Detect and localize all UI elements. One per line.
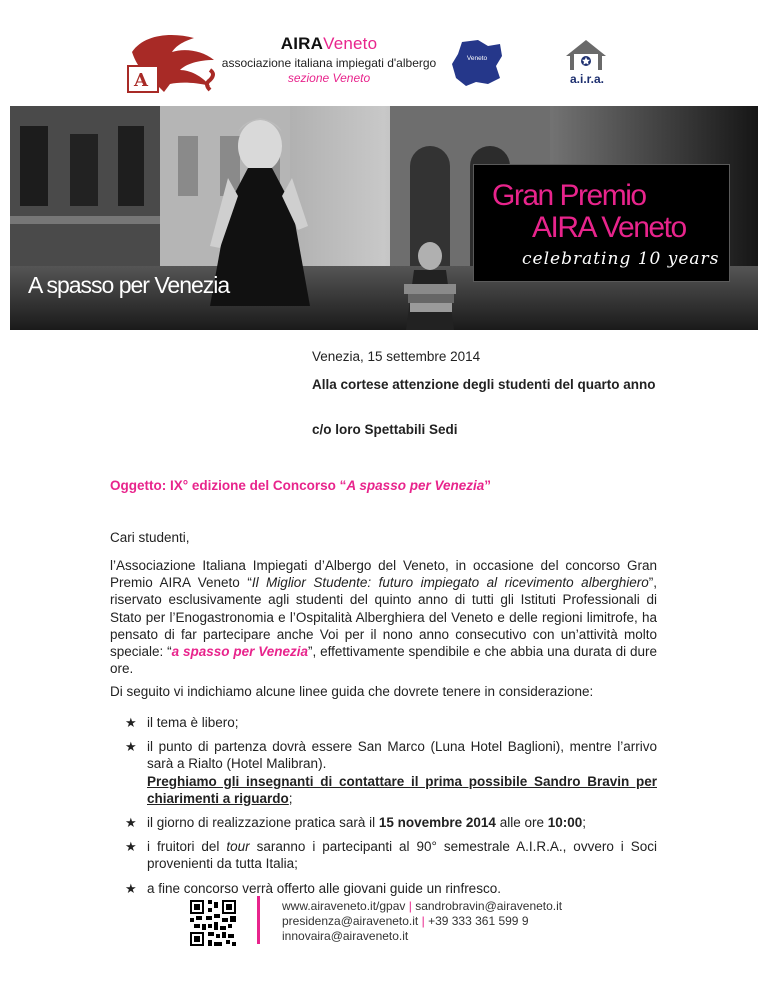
letter-date: Venezia, 15 settembre 2014 xyxy=(312,349,481,364)
guidelines-list xyxy=(125,714,657,904)
star-bullet-icon: ★ xyxy=(125,880,137,896)
subject-line: Oggetto: IX° edizione del Concorso “A spasso per Venezia” xyxy=(110,478,491,493)
email-innovaira[interactable]: innovaira@airaveneto.it xyxy=(282,929,409,943)
svg-text:A: A xyxy=(134,70,148,91)
celebrating-subtitle: celebrating 10 years xyxy=(522,249,720,269)
footer-contacts: www.airaveneto.it/gpav | sandrobravin@airaveneto.it presidenza@airaveneto.it | +39 333 361 599 9 innovaira@airaveneto.it xyxy=(282,899,563,943)
list-item: ★ il punto di partenza dovrà essere San Marco (Luna Hotel Baglioni), mentre l’arrivo sarà a Rialto (Hotel Malibran). Preghiamo gli insegnanti di contattare il prima possibile Sandro Bravin per chiarimenti a riguardo; xyxy=(125,739,657,806)
winged-lion-logo xyxy=(124,30,220,96)
list-item: ★ il tema è libero; xyxy=(125,715,239,730)
star-bullet-icon: ★ xyxy=(125,815,137,831)
qr-code-icon xyxy=(190,900,236,946)
attention-line: Alla cortese attenzione degli studenti del quarto anno xyxy=(312,377,656,392)
sedi-line: c/o loro Spettabili Sedi xyxy=(312,422,458,437)
sezione-line: sezione Veneto xyxy=(287,71,371,85)
spasso-banner-title: A spasso per Venezia xyxy=(28,272,230,298)
aira-veneto-wordmark xyxy=(218,34,440,85)
list-item: ★ i fruitori del tour saranno i partecipanti al 90° semestrale A.I.R.A., ovvero i Soci provenienti da tutta Italia; xyxy=(125,839,657,872)
salutation: Cari studenti, xyxy=(110,530,190,545)
star-bullet-icon: ★ xyxy=(125,715,137,730)
list-item: ★ a fine concorso verrà offerto alle giovani guide un rinfresco. xyxy=(125,880,501,896)
list-item: ★ il giorno di realizzazione pratica sarà il 15 novembre 2014 alle ore 10:00; xyxy=(125,815,587,831)
website-link[interactable]: www.airaveneto.it/gpav xyxy=(282,899,406,913)
guidelines-intro: Di seguito vi indichiamo alcune linee guida che dovrete tenere in considerazione: xyxy=(110,684,594,699)
hero-banner xyxy=(10,106,758,330)
map-logo-label: Veneto xyxy=(466,55,488,62)
contact-notice: Preghiamo gli insegnanti di contattare il prima possibile Sandro Bravin per chiarimenti a riguardo xyxy=(147,773,657,806)
email-sandrobravin[interactable]: sandrobravin@airaveneto.it xyxy=(415,899,563,913)
gran-premio-title-1: Gran Premio xyxy=(492,179,646,212)
association-line: associazione italiana impiegati d'albergo xyxy=(221,56,437,70)
body-paragraph: l’Associazione Italiana Impiegati d’Albergo del Veneto, in occasione del concorso Gran Premio AIRA Veneto “Il Miglior Studente: futuro impiegato al ricevimento alberghiero”, riservato esclusivamente agli studenti del quinto anno di tutti gli Istituti Professionali di Stato per l’Enogastronomia e l’Ospitalità Alberghiera del Veneto e delle regioni limitrofe, ha pensato di far partecipare anche Voi per il nono anno consecutivo con un’attività molto speciale: “a spasso per Venezia”, effettivamente spendibile e che abbia una durata di dure ore. xyxy=(110,558,657,677)
phone-number: +39 333 361 599 9 xyxy=(428,914,529,928)
star-bullet-icon: ★ xyxy=(125,739,137,755)
email-presidenza[interactable]: presidenza@airaveneto.it xyxy=(282,914,419,928)
veneto-map-logo xyxy=(448,38,506,88)
footer-accent-bar xyxy=(257,896,260,944)
org-name: AIRAVeneto xyxy=(280,34,378,53)
gran-premio-box xyxy=(473,164,730,282)
aira-logo-caption: a.i.r.a. xyxy=(569,72,605,86)
star-bullet-icon: ★ xyxy=(125,839,137,855)
gran-premio-title-2: AIRA Veneto xyxy=(532,211,686,244)
